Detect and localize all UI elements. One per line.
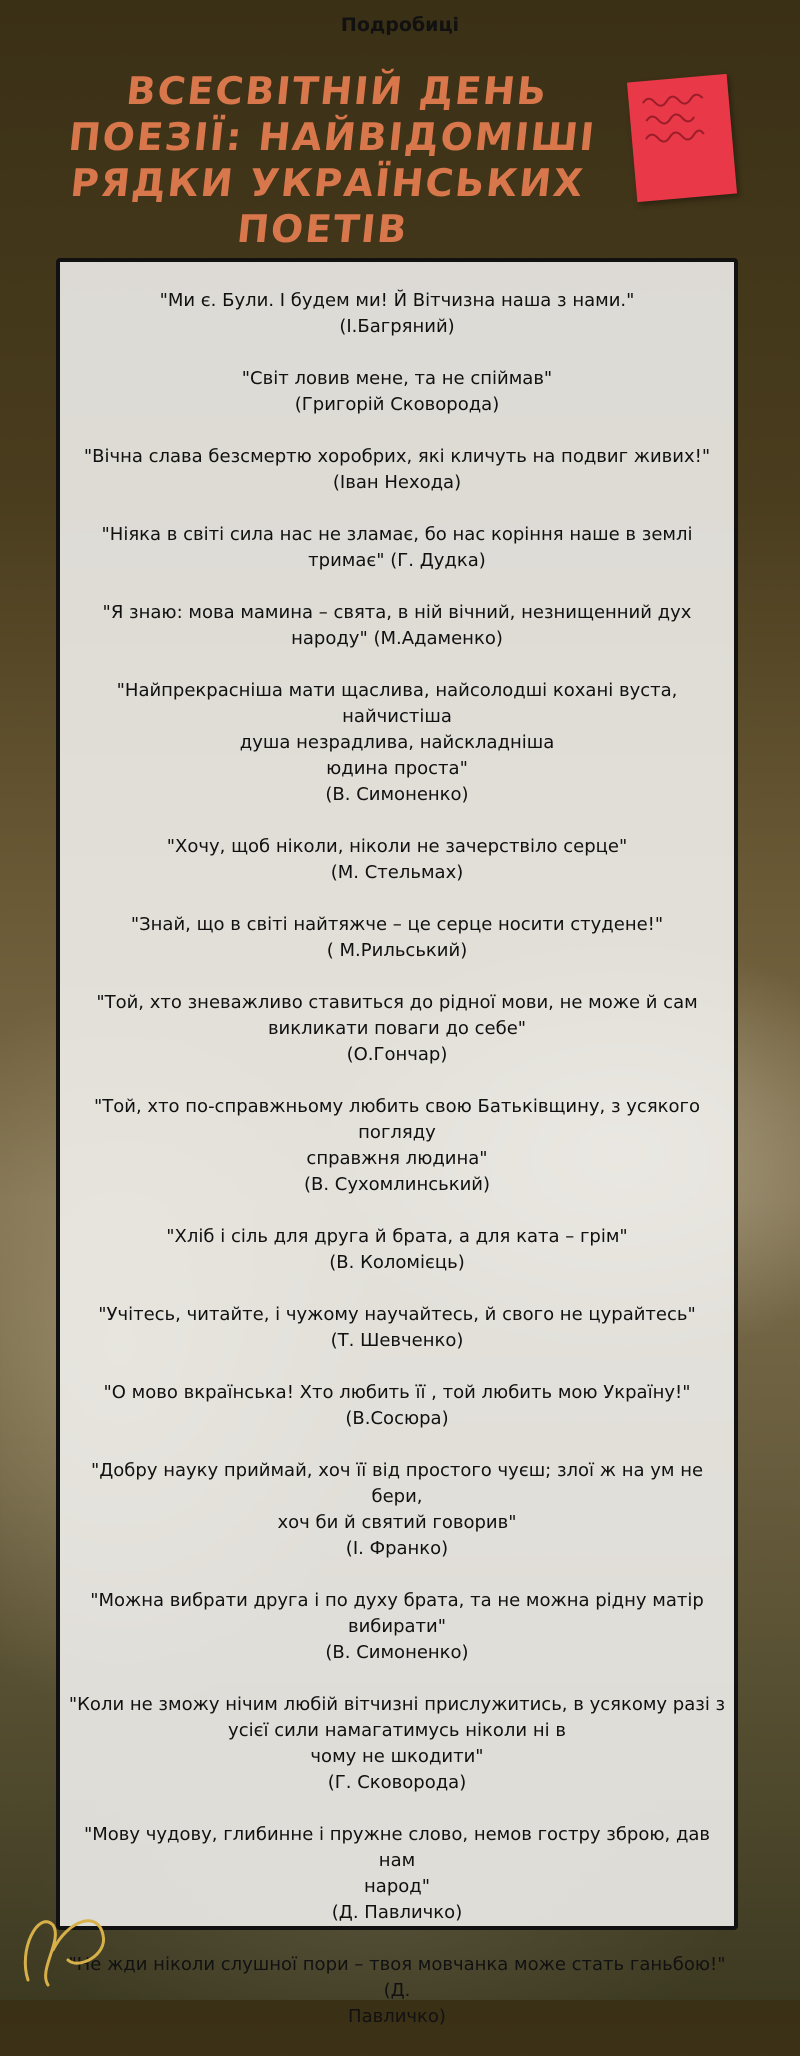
quote-line: "Вічна слава безсмертю хоробрих, які кличуть на подвиг живих!" xyxy=(83,446,711,467)
quote-line: душа незрадлива, найскладніша xyxy=(239,732,555,753)
quote-block xyxy=(66,288,728,340)
quote-line: "Ми є. Були. І будем ми! Й Вітчизна наша з нами." xyxy=(159,290,635,311)
quote-block xyxy=(66,1458,728,1562)
quote-line: (І.Багряний) xyxy=(339,316,455,337)
quote-line: (В.Сосюра) xyxy=(345,1408,449,1429)
quote-line: (Григорій Сковорода) xyxy=(294,394,500,415)
quote-line: "Знай, що в світі найтяжче – це серце носити студене!" xyxy=(130,914,664,935)
quote-line: ( М.Рильський) xyxy=(326,940,468,961)
quote-block xyxy=(66,444,728,496)
quote-block xyxy=(66,1302,728,1354)
quote-line: (В. Коломієць) xyxy=(329,1252,465,1273)
quote-line: народу" (М.Адаменко) xyxy=(291,628,503,649)
page-title: Подробиці xyxy=(340,14,460,36)
quote-line: юдина проста" xyxy=(326,758,468,779)
quote-block xyxy=(66,366,728,418)
quote-line: (О.Гончар) xyxy=(346,1044,448,1065)
quote-line: "Мову чудову, глибинне і пружне слово, немов гостру зброю, дав нам xyxy=(83,1824,711,1871)
quote-block xyxy=(66,990,728,1068)
quote-line: хоч би й святий говорив" xyxy=(277,1512,517,1533)
sticky-note-decoration xyxy=(627,74,737,202)
quote-line: "Хліб і сіль для друга й брата, а для ката – грім" xyxy=(166,1226,628,1247)
quote-line: викликати поваги до себе" xyxy=(267,1018,527,1039)
quotes-list xyxy=(66,288,728,2056)
quote-block xyxy=(66,912,728,964)
quote-block xyxy=(66,1952,728,2030)
quote-block xyxy=(66,1094,728,1198)
quote-block xyxy=(66,834,728,886)
quote-line: (Іван Нехода) xyxy=(332,472,462,493)
quote-block xyxy=(66,1380,728,1432)
quote-line: (М. Стельмах) xyxy=(330,862,464,883)
quote-line: чому не шкодити" xyxy=(310,1746,484,1767)
quote-line: (В. Сухомлинський) xyxy=(303,1174,491,1195)
scribble-icon xyxy=(627,74,737,202)
quote-line: народ" xyxy=(364,1876,430,1897)
quote-line: (Д. Павличко) xyxy=(331,1902,463,1923)
quote-block xyxy=(66,522,728,574)
headline: ВСЕСВІТНІЙ ДЕНЬ ПОЕЗІЇ: НАЙВІДОМІШІ РЯДКИ УКРАЇНСЬКИХ ПОЕТІВ xyxy=(66,69,599,251)
quote-line: "Учітесь, читайте, і чужому научайтесь, й свого не цурайтесь" xyxy=(98,1304,696,1325)
quote-line: "Можна вибрати друга і по духу брата, та не можна рідну матір xyxy=(90,1590,704,1611)
quote-block xyxy=(66,678,728,808)
quote-block xyxy=(66,1822,728,1926)
quote-line: усієї сили намагатимусь ніколи ні в xyxy=(228,1720,566,1741)
quote-line: "Той, хто зневажливо ставиться до рідної мови, не може й сам xyxy=(96,992,698,1013)
quote-line: "О мово вкраїнська! Хто любить її , той любить мою Україну!" xyxy=(103,1382,691,1403)
quote-block xyxy=(66,600,728,652)
quote-block xyxy=(66,1588,728,1666)
quote-block xyxy=(66,1692,728,1796)
quote-line: "Не жди ніколи слушної пори – твоя мовчанка може стать ганьбою!" (Д. xyxy=(68,1954,726,2001)
quote-line: (В. Симоненко) xyxy=(325,1642,469,1663)
quote-line: "Той, хто по-справжньому любить свою Батьківщину, з усякого погляду xyxy=(93,1096,701,1143)
quote-line: (В. Симоненко) xyxy=(325,784,469,805)
quote-line: "Коли не зможу нічим любій вітчизні прислужитись, в усякому разі з xyxy=(68,1694,726,1715)
quote-line: "Добру науку приймай, хоч її від простого чуєш; злої ж на ум не бери, xyxy=(90,1460,704,1507)
quote-line: (Г. Сковорода) xyxy=(327,1772,467,1793)
quote-line: "Ніяка в світі сила нас не зламає, бо нас коріння наше в землі xyxy=(101,524,693,545)
quote-line: (І. Франко) xyxy=(345,1538,449,1559)
quote-line: справжня людина" xyxy=(306,1148,488,1169)
quote-line: "Найпрекрасніша мати щаслива, найсолодші кохані вуста, найчистіша xyxy=(116,680,678,727)
quote-line: "Хочу, щоб ніколи, ніколи не зачерствіло серце" xyxy=(166,836,628,857)
quotes-card xyxy=(56,258,738,2027)
quote-line: "Я знаю: мова мамина – свята, в ній вічний, незнищенний дух xyxy=(102,602,692,623)
quote-line: Павличко) xyxy=(348,2006,446,2027)
quote-line: (Т. Шевченко) xyxy=(330,1330,464,1351)
quote-line: тримає" (Г. Дудка) xyxy=(308,550,486,571)
quote-block xyxy=(66,1224,728,1276)
quote-line: "Світ ловив мене, та не спіймав" xyxy=(241,368,553,389)
signature-doodle-icon xyxy=(8,1890,128,1990)
quote-line: вибирати" xyxy=(347,1616,447,1637)
